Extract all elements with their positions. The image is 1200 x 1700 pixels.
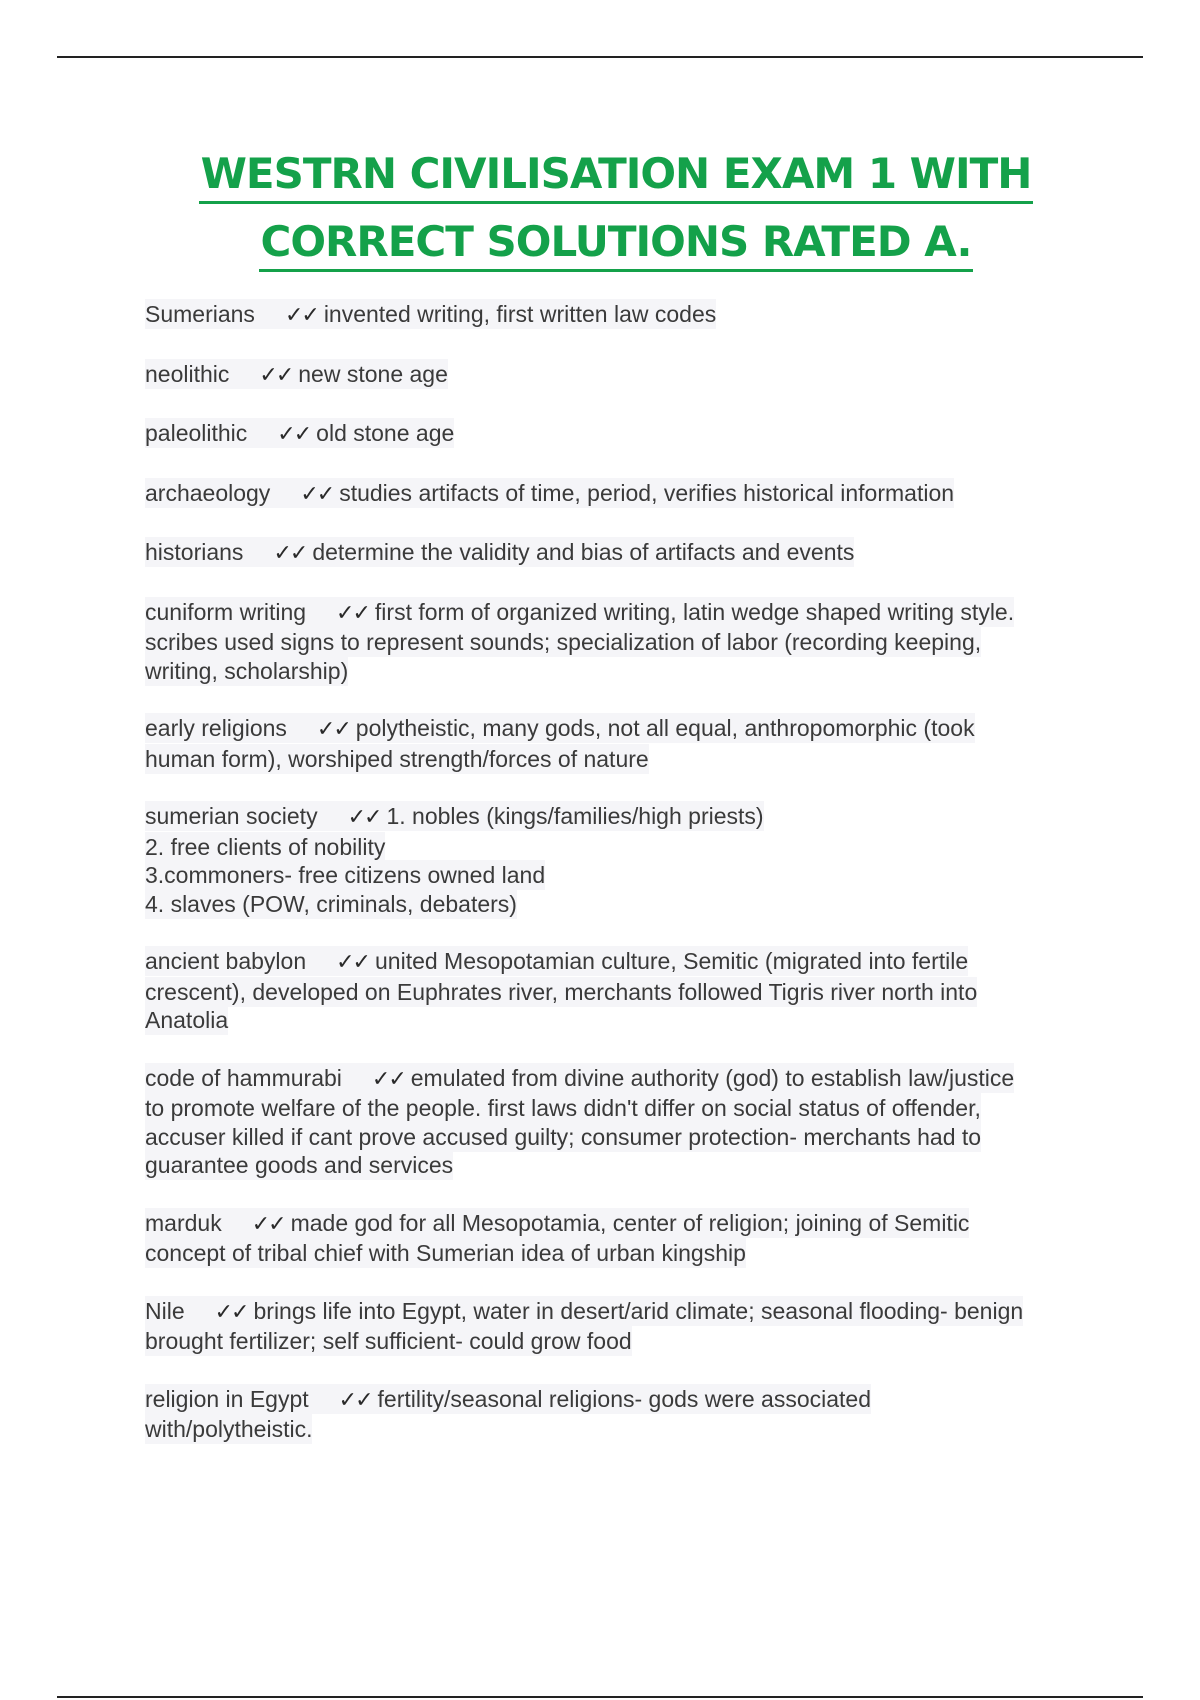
qa-item xyxy=(145,714,1095,773)
double-check-icon: ✓✓ xyxy=(277,422,311,447)
qa-answer: old stone age xyxy=(316,420,455,446)
qa-term: cuniform writing xyxy=(145,598,307,625)
qa-answer: first form of organized writing, latin wedge shaped writing style. scribes used signs to represent sounds; specialization of labor (recording keeping, writing, scholarship) xyxy=(145,598,1015,684)
qa-item xyxy=(145,598,1095,686)
qa-item xyxy=(145,1064,1095,1180)
qa-item-text xyxy=(145,359,448,389)
qa-item xyxy=(145,300,1095,331)
qa-term: paleolithic xyxy=(145,420,248,446)
top-rule xyxy=(57,56,1143,58)
qa-term: Sumerians xyxy=(145,301,255,327)
qa-term: religion in Egypt xyxy=(145,1385,309,1412)
qa-item-text xyxy=(145,478,954,508)
qa-answer: 1. nobles (kings/families/high priests) 2. free clients of nobility 3.commoners- free citizens owned land 4. slaves (POW, criminals, debaters) xyxy=(145,803,764,917)
double-check-icon: ✓✓ xyxy=(214,1299,248,1325)
title-line-1: WESTRN CIVILISATION EXAM 1 WITH xyxy=(199,148,1034,204)
qa-item xyxy=(145,1297,1095,1356)
qa-answer: made god for all Mesopotamia, center of religion; joining of Semitic concept of tribal chief with Sumerian idea of urban kingship xyxy=(145,1209,970,1266)
qa-item-text xyxy=(145,801,764,919)
qa-answer: emulated from divine authority (god) to establish law/justice to promote welfare of the people. first laws didn't differ on social status of offender, accuser killed if cant prove accused guilty; consumer protection- merchants had to guarantee goods and services xyxy=(145,1064,1015,1178)
qa-answer: determine the validity and bias of artifacts and events xyxy=(312,539,855,565)
qa-term: Nile xyxy=(145,1297,185,1324)
double-check-icon: ✓✓ xyxy=(251,1211,285,1237)
double-check-icon: ✓✓ xyxy=(347,805,381,830)
qa-item-text xyxy=(145,1063,1014,1181)
qa-term: ancient babylon xyxy=(145,948,307,974)
qa-item-text xyxy=(145,1296,1023,1357)
qa-item-text xyxy=(145,597,1014,686)
qa-item-text xyxy=(145,946,977,1035)
qa-answer: studies artifacts of time, period, verifies historical information xyxy=(339,479,955,506)
qa-item xyxy=(145,538,1095,569)
double-check-icon: ✓✓ xyxy=(336,950,369,975)
qa-item-text xyxy=(145,537,854,567)
qa-term: code of hammurabi xyxy=(145,1064,342,1091)
double-check-icon: ✓✓ xyxy=(259,362,293,388)
qa-item xyxy=(145,1385,1095,1444)
qa-item xyxy=(145,360,1095,391)
qa-item-text xyxy=(145,1384,871,1445)
qa-item xyxy=(145,947,1095,1035)
double-check-icon: ✓✓ xyxy=(273,541,307,566)
double-check-icon: ✓✓ xyxy=(300,481,334,507)
qa-item-text xyxy=(145,418,454,448)
qa-item xyxy=(145,1209,1095,1268)
qa-list xyxy=(145,300,1095,1473)
title-line-2: CORRECT SOLUTIONS RATED A. xyxy=(259,216,974,272)
double-check-icon: ✓✓ xyxy=(338,1387,372,1413)
qa-item xyxy=(145,802,1095,918)
qa-term: historians xyxy=(145,539,244,565)
qa-answer: united Mesopotamian culture, Semitic (migrated into fertile crescent), developed on Euphrates river, merchants followed Tigris river north into Anatolia xyxy=(145,948,978,1033)
qa-answer: polytheistic, many gods, not all equal, anthropomorphic (took human form), worshiped strength/forces of nature xyxy=(145,715,975,772)
qa-term: marduk xyxy=(145,1209,222,1236)
double-check-icon: ✓✓ xyxy=(284,303,318,328)
qa-term: neolithic xyxy=(145,360,230,387)
qa-item-text xyxy=(145,299,716,329)
double-check-icon: ✓✓ xyxy=(371,1066,405,1092)
document-title xyxy=(0,148,1200,284)
bottom-rule xyxy=(57,1696,1143,1698)
qa-item xyxy=(145,419,1095,450)
qa-item xyxy=(145,479,1095,510)
qa-term: archaeology xyxy=(145,479,271,506)
double-check-icon: ✓✓ xyxy=(336,600,369,626)
qa-item-text xyxy=(145,713,975,774)
qa-term: early religions xyxy=(145,715,287,741)
double-check-icon: ✓✓ xyxy=(316,717,350,742)
qa-answer: invented writing, first written law codes xyxy=(323,301,717,327)
qa-answer: brings life into Egypt, water in desert/arid climate; seasonal flooding- benign brought fertilizer; self sufficient- could grow food xyxy=(145,1297,1024,1354)
qa-answer: fertility/seasonal religions- gods were associated with/polytheistic. xyxy=(145,1385,871,1442)
qa-item-text xyxy=(145,1208,969,1269)
qa-answer: new stone age xyxy=(298,360,448,387)
qa-term: sumerian society xyxy=(145,803,318,829)
